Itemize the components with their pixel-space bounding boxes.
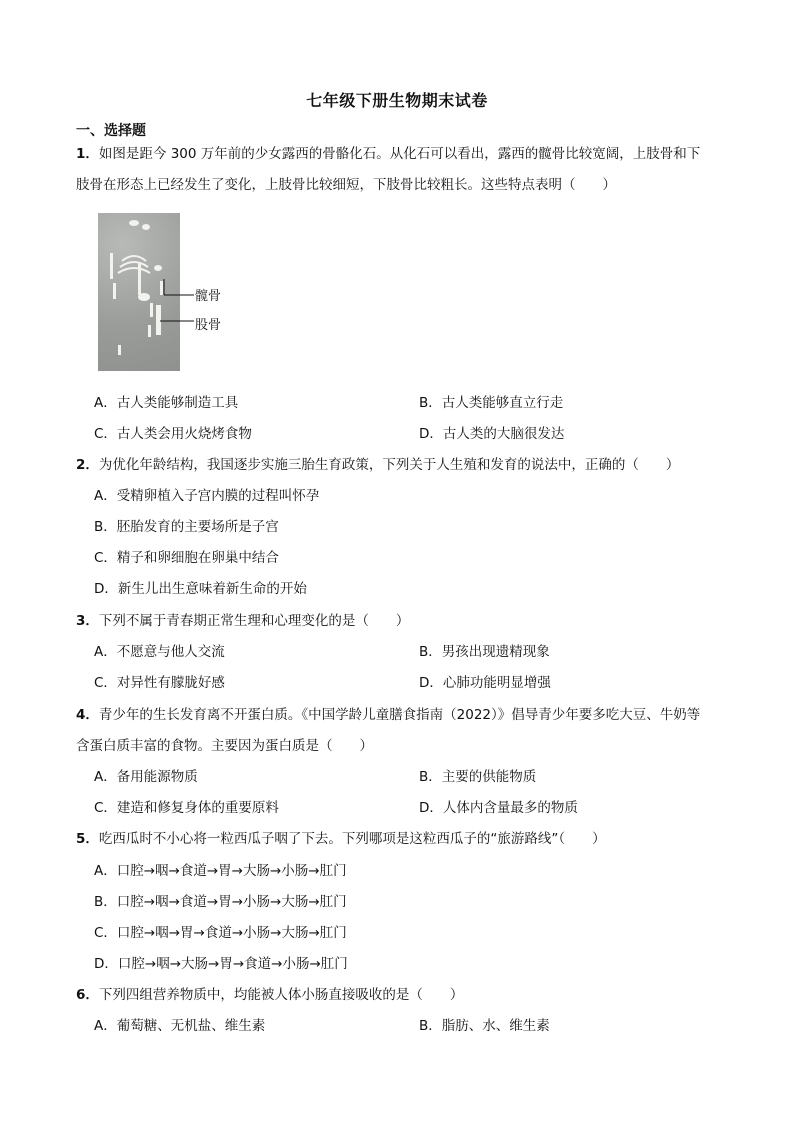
question-2-line-1	[76, 456, 679, 474]
question-3-line-1	[76, 612, 409, 630]
q5-option-b[interactable]: B．口腔→咽→食道→胃→小肠→大肠→肛门	[94, 894, 347, 910]
q2-option-a[interactable]: A．受精卵植入子宫内膜的过程叫怀孕	[94, 488, 320, 504]
lucy-fossil-figure	[98, 213, 228, 373]
q2-option-b[interactable]: B．胚胎发育的主要场所是子宫	[94, 519, 279, 535]
question-1-line-1	[76, 145, 700, 163]
question-4-line-1	[76, 706, 700, 724]
question-1-line-2: 肢骨在形态上已经发生了变化，上肢骨比较细短，下肢骨比较粗长。这些特点表明（ ）	[76, 177, 616, 193]
question-3-number: 3．	[76, 613, 99, 629]
question-4-line-2: 含蛋白质丰富的食物。主要因为蛋白质是（ ）	[76, 738, 373, 754]
q4-option-b[interactable]: B．主要的供能物质	[419, 769, 537, 785]
q2-option-d[interactable]: D．新生儿出生意味着新生命的开始	[94, 581, 307, 597]
q4-option-c[interactable]: C．建造和修复身体的重要原料	[94, 800, 279, 816]
q3-option-a[interactable]: A．不愿意与他人交流	[94, 644, 225, 660]
question-6-text: 下列四组营养物质中，均能被人体小肠直接吸收的是（ ）	[98, 987, 464, 1003]
section-heading: 一、选择题	[76, 123, 146, 139]
q1-option-c[interactable]: C．古人类会用火烧烤食物	[94, 426, 252, 442]
question-5-line-1	[76, 830, 606, 848]
question-2-number: 2．	[76, 457, 99, 473]
q1-option-a[interactable]: A．古人类能够制造工具	[94, 395, 239, 411]
question-3-text: 下列不属于青春期正常生理和心理变化的是（ ）	[98, 613, 410, 629]
question-6-line-1	[76, 986, 463, 1004]
q3-option-d[interactable]: D．心肺功能明显增强	[419, 675, 551, 691]
q5-option-c[interactable]: C．口腔→咽→胃→食道→小肠→大肠→肛门	[94, 925, 347, 941]
question-4-number: 4．	[76, 707, 99, 723]
q3-option-c[interactable]: C．对异性有朦胧好感	[94, 675, 225, 691]
q6-option-a[interactable]: A．葡萄糖、无机盐、维生素	[94, 1018, 266, 1034]
question-6-number: 6．	[76, 987, 99, 1003]
q1-option-d[interactable]: D．古人类的大脑很发达	[419, 426, 565, 442]
label-femur: 股骨	[195, 318, 222, 333]
q3-option-b[interactable]: B．男孩出现遗精现象	[419, 644, 550, 660]
page-title: 七年级下册生物期末试卷	[306, 91, 488, 110]
q1-option-b[interactable]: B．古人类能够直立行走	[419, 395, 564, 411]
q2-option-c[interactable]: C．精子和卵细胞在卵巢中结合	[94, 550, 279, 566]
q4-option-a[interactable]: A．备用能源物质	[94, 769, 198, 785]
label-hip-bone: 髋骨	[195, 289, 222, 304]
question-5-text: 吃西瓜时不小心将一粒西瓜子咽了下去。下列哪项是这粒西瓜子的“旅游路线”（ ）	[98, 831, 606, 847]
question-2-text: 为优化年龄结构，我国逐步实施三胎生育政策，下列关于人生殖和发育的说法中，正确的（ ）	[98, 457, 680, 473]
q4-option-d[interactable]: D．人体内含量最多的物质	[419, 800, 578, 816]
question-4-text-1: 青少年的生长发育离不开蛋白质。《中国学龄儿童膳食指南（2022）》倡导青少年要多吃大豆、牛奶等	[98, 707, 701, 723]
q5-option-a[interactable]: A．口腔→咽→食道→胃→大肠→小肠→肛门	[94, 863, 347, 879]
q6-option-b[interactable]: B．脂肪、水、维生素	[419, 1018, 550, 1034]
question-5-number: 5．	[76, 831, 99, 847]
question-1-number: 1．	[76, 146, 99, 162]
q5-option-d[interactable]: D．口腔→咽→大肠→胃→食道→小肠→肛门	[94, 956, 348, 972]
question-1-text-1: 如图是距今 300 万年前的少女露西的骨骼化石。从化石可以看出，露西的髋骨比较宽阔，上肢骨和下	[98, 146, 701, 162]
